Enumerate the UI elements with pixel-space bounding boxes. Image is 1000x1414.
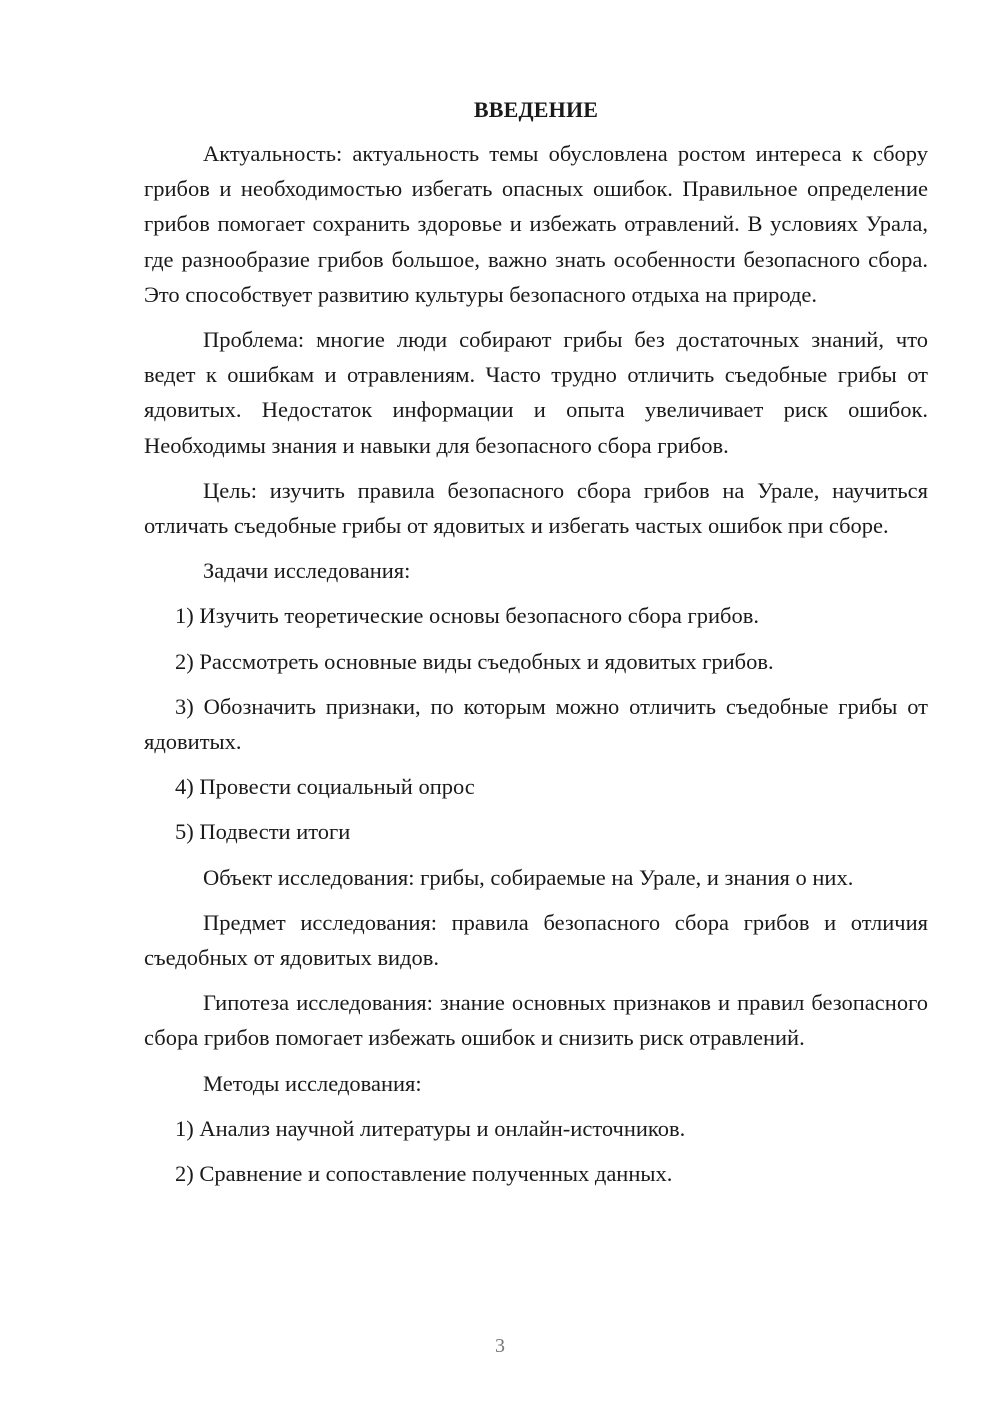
- tasks-heading: Задачи исследования:: [203, 558, 411, 584]
- relevance-paragraph: Актуальность: актуальность темы обусловлена ростом интереса к сбору грибов и необходимостью избегать опасных ошибок. Правильное определение грибов помогает сохранить здоровье и избежать отравлений. В условиях Урала, где разнообразие грибов большое, важно знать особенности безопасного сбора. Это способствует развитию культуры безопасного отдыха на природе.: [144, 141, 928, 307]
- goal-paragraph: Цель: изучить правила безопасного сбора грибов на Урале, научиться отличать съедобные грибы от ядовитых и избегать частых ошибок при сборе.: [144, 477, 928, 539]
- task-item-4: 4) Провести социальный опрос: [175, 774, 475, 800]
- document-page: [144, 92, 928, 1191]
- object-paragraph: Объект исследования: грибы, собираемые на Урале, и знания о них.: [203, 864, 854, 890]
- task-item-5: 5) Подвести итоги: [175, 819, 351, 845]
- page-number: 3: [495, 1335, 505, 1357]
- task-item-3: 3) Обозначить признаки, по которым можно отличить съедобные грибы от ядовитых.: [144, 693, 928, 755]
- task-item-1: 1) Изучить теоретические основы безопасного сбора грибов.: [175, 603, 759, 629]
- problem-paragraph: Проблема: многие люди собирают грибы без достаточных знаний, что ведет к ошибкам и отравлениям. Часто трудно отличить съедобные грибы от ядовитых. Недостаток информации и опыта увеличивает риск ошибок. Необходимы знания и навыки для безопасного сбора грибов.: [144, 327, 928, 458]
- hypothesis-paragraph: Гипотеза исследования: знание основных признаков и правил безопасного сбора грибов помогает избежать ошибок и снизить риск отравлений.: [144, 990, 928, 1051]
- subject-paragraph: Предмет исследования: правила безопасного сбора грибов и отличия съедобных от ядовитых видов.: [144, 909, 928, 971]
- methods-heading: Методы исследования:: [203, 1070, 422, 1096]
- method-item-2: 2) Сравнение и сопоставление полученных данных.: [175, 1161, 673, 1187]
- method-item-1: 1) Анализ научной литературы и онлайн-источников.: [175, 1115, 686, 1141]
- task-item-2: 2) Рассмотреть основные виды съедобных и ядовитых грибов.: [175, 648, 774, 674]
- section-heading: ВВЕДЕНИЕ: [473, 97, 599, 122]
